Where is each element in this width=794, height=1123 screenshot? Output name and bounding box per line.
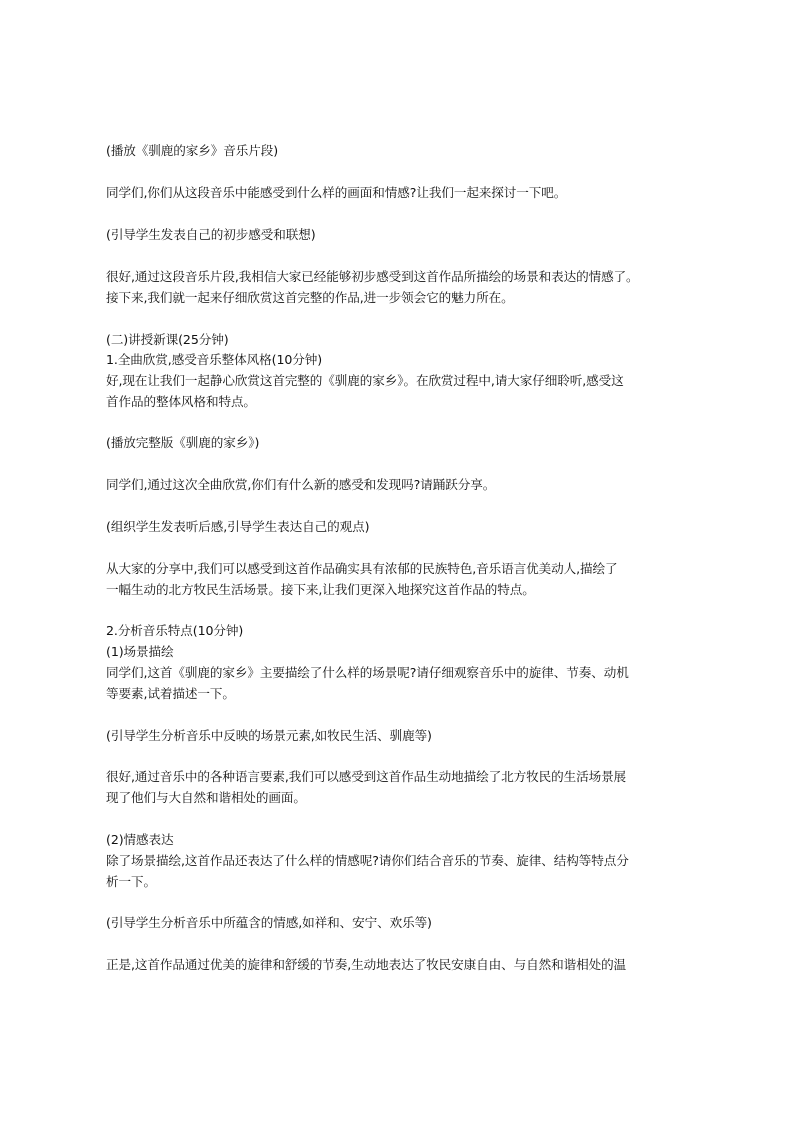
paragraph-line: 现了他们与大自然和谐相处的画面。 — [106, 790, 306, 805]
paragraph-line: 从大家的分享中,我们可以感受到这首作品确实具有浓郁的民族特色,音乐语言优美动人,描绘了 — [106, 561, 618, 576]
stage-direction: (组织学生发表听后感,引导学生表达自己的观点) — [106, 519, 370, 534]
paragraph-line: 同学们,通过这次全曲欣赏,你们有什么新的感受和发现吗?请踊跃分享。 — [106, 477, 496, 492]
stage-direction: (播放完整版《驯鹿的家乡》) — [106, 435, 260, 450]
stage-direction: (播放《驯鹿的家乡》音乐片段) — [106, 143, 279, 158]
subsection-heading: 1.全曲欣赏,感受音乐整体风格(10分钟) — [106, 352, 323, 367]
paragraph-line: 很好,通过这段音乐片段,我相信大家已经能够初步感受到这首作品所描绘的场景和表达的情感了。 — [106, 269, 639, 284]
stage-direction: (引导学生分析音乐中反映的场景元素,如牧民生活、驯鹿等) — [106, 728, 432, 743]
paragraph-line: 接下来,我们就一起来仔细欣赏这首完整的作品,进一步领会它的魅力所在。 — [106, 290, 514, 305]
paragraph-line: 等要素,试着描述一下。 — [106, 686, 235, 701]
paragraph-line: 同学们,你们从这段音乐中能感受到什么样的画面和情感?让我们一起来探讨一下吧。 — [106, 185, 567, 200]
paragraph-line: 同学们,这首《驯鹿的家乡》主要描绘了什么样的场景呢?请仔细观察音乐中的旋律、节奏、动机 — [106, 665, 629, 680]
paragraph-line: 首作品的整体风格和特点。 — [106, 394, 256, 409]
paragraph-line: 一幅生动的北方牧民生活场景。接下来,让我们更深入地探究这首作品的特点。 — [106, 582, 535, 597]
stage-direction: (引导学生发表自己的初步感受和联想) — [106, 227, 316, 242]
paragraph-line: 除了场景描绘,这首作品还表达了什么样的情感呢?请你们结合音乐的节奏、旋律、结构等特点分 — [106, 853, 629, 868]
item-heading: (1)场景描绘 — [106, 644, 174, 659]
item-heading: (2)情感表达 — [106, 832, 174, 847]
paragraph-line: 好,现在让我们一起静心欣赏这首完整的《驯鹿的家乡》。在欣赏过程中,请大家仔细聆听,感受这 — [106, 373, 624, 388]
paragraph-line: 正是,这首作品通过优美的旋律和舒缓的节奏,生动地表达了牧民安康自由、与自然和谐相处的温 — [106, 957, 627, 972]
subsection-heading: 2.分析音乐特点(10分钟) — [106, 623, 244, 638]
stage-direction: (引导学生分析音乐中所蕴含的情感,如祥和、安宁、欢乐等) — [106, 915, 432, 930]
paragraph-line: 很好,通过音乐中的各种语言要素,我们可以感受到这首作品生动地描绘了北方牧民的生活场景展 — [106, 769, 627, 784]
section-heading: (二)讲授新课(25分钟) — [106, 332, 229, 347]
paragraph-line: 析一下。 — [106, 874, 156, 889]
